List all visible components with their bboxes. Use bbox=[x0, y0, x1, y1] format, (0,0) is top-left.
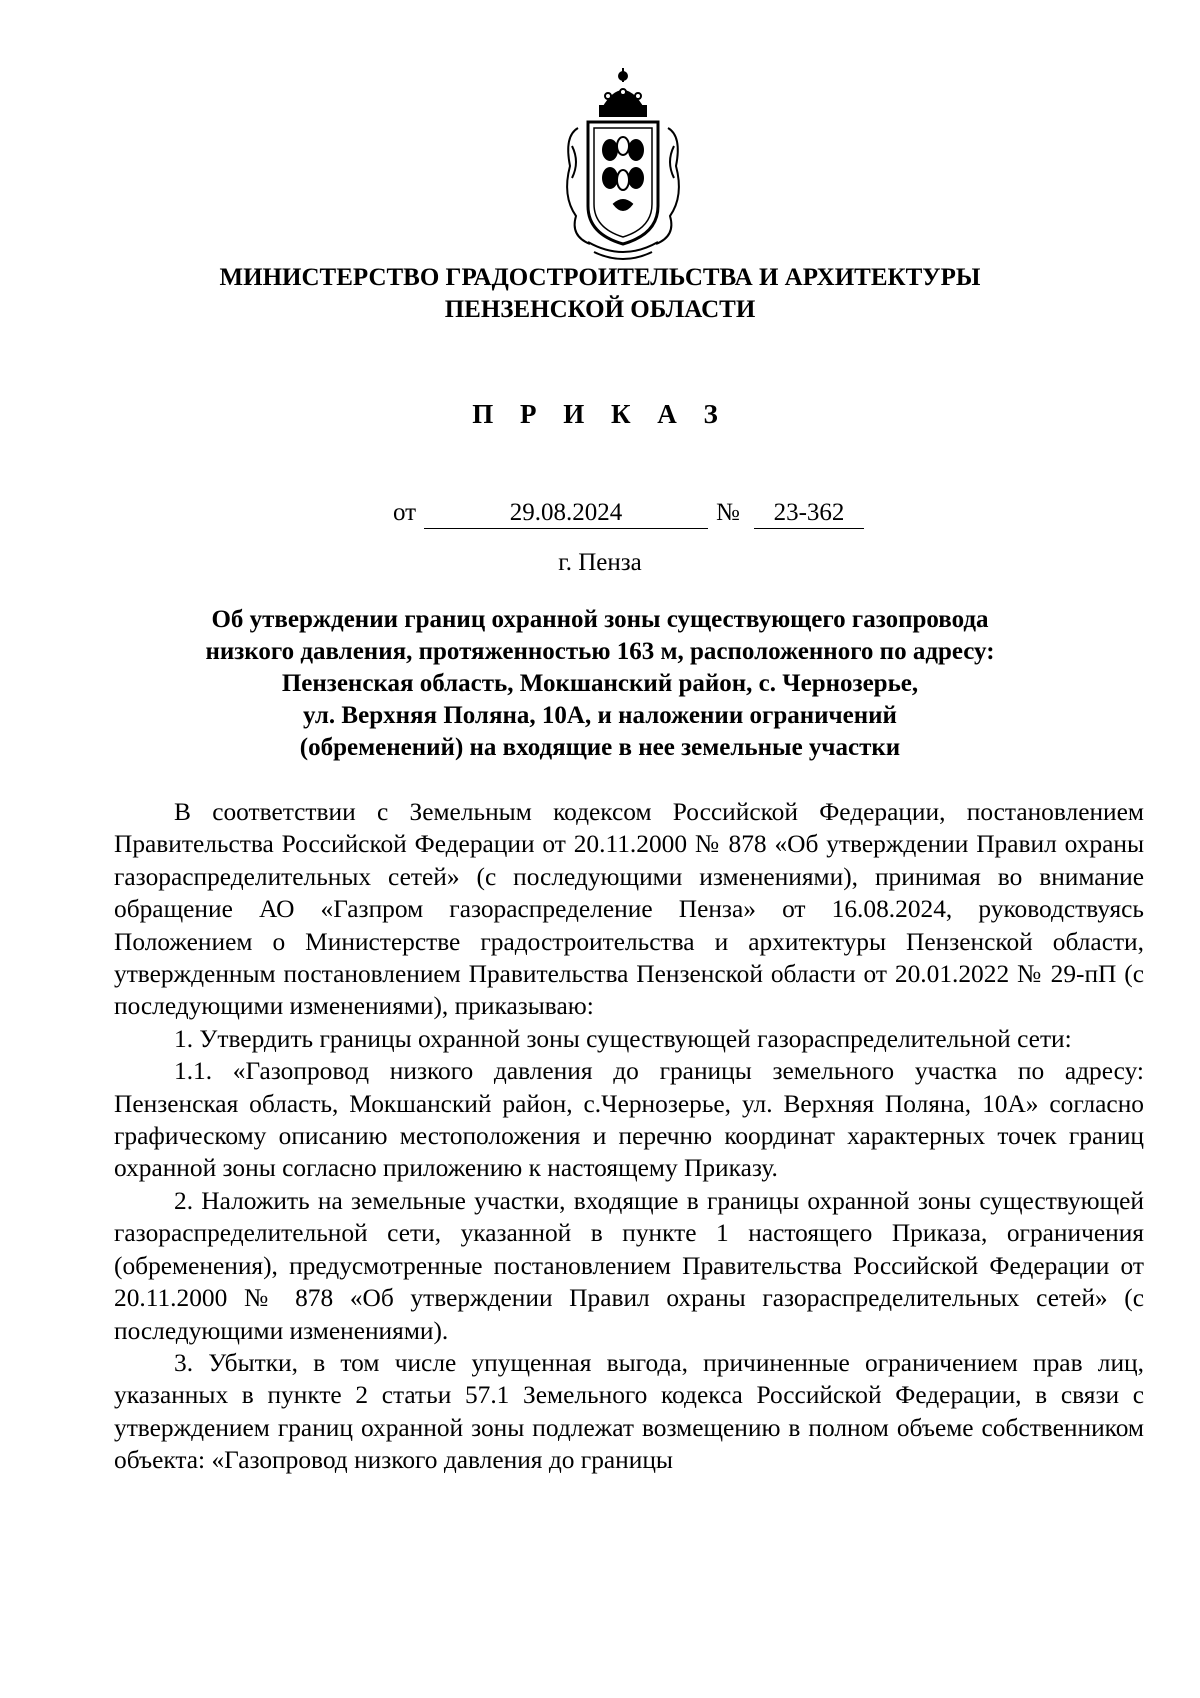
body-paragraph: 1.1. «Газопровод низкого давления до границы земельного участка по адресу: Пензенская область, Мокшанский район, с.Чернозерье, ул. Верхняя Поляна, 10А» согласно графическому описанию местоположения и перечню координат характерных точек границ охранной зоны согласно приложению к настоящему Приказу. bbox=[114, 1057, 1144, 1183]
ministry-name bbox=[0, 262, 1200, 326]
body-paragraph: В соответствии с Земельным кодексом Российской Федерации, постановлением Правительства Российской Федерации от 20.11.2000 № 878 «Об утверждении Правил охраны газораспределительных сетей» (с последующими изменениями), принимая во внимание обращение АО «Газпром газораспределение Пенза» от 16.08.2024, руководствуясь Положением о Министерстве градостроительства и архитектуры Пензенской области, утвержденным постановлением Правительства Пензенской области от 20.01.2022 № 29-пП (с последующими изменениями), приказываю: bbox=[114, 798, 1144, 1021]
coat-of-arms-icon bbox=[558, 66, 688, 266]
document-type-title: П Р И К А З bbox=[472, 399, 728, 429]
date-prefix: от bbox=[393, 499, 417, 526]
ministry-name-line: ПЕНЗЕНСКОЙ ОБЛАСТИ bbox=[444, 296, 756, 323]
subject-line: Об утверждении границ охранной зоны существующего газопровода bbox=[211, 606, 989, 633]
number-prefix: № bbox=[716, 499, 740, 526]
body-paragraph: 1. Утвердить границы охранной зоны существующей газораспределительной сети: bbox=[174, 1024, 1072, 1053]
subject-line: низкого давления, протяженностью 163 м, расположенного по адресу: bbox=[205, 638, 995, 665]
order-date-number-row bbox=[0, 498, 1200, 532]
order-city: г. Пенза bbox=[558, 549, 642, 576]
subject-line: (обременений) на входящие в нее земельные участки bbox=[299, 734, 901, 761]
order-date: 29.08.2024 bbox=[424, 498, 708, 529]
body-paragraph: 3. Убытки, в том числе упущенная выгода, причиненные ограничением прав лиц, указанных в пункте 2 статьи 57.1 Земельного кодекса Российской Федерации, в связи с утверждением границ охранной зоны подлежат возмещению в полном объеме собственником объекта: «Газопровод низкого давления до границы bbox=[114, 1348, 1144, 1475]
order-subject bbox=[150, 604, 1050, 764]
body-paragraph: 2. Наложить на земельные участки, входящие в границы охранной зоны существующей газораспределительной сети, указанной в пункте 1 настоящего Приказа, ограничения (обременения), предусмотренные постановлением Правительства Российской Федерации от 20.11.2000 № 878 «Об утверждении Правил охраны газораспределительных сетей» (с последующими изменениями). bbox=[114, 1186, 1144, 1345]
subject-line: ул. Верхняя Поляна, 10А, и наложении ограничений bbox=[303, 702, 897, 729]
order-body bbox=[114, 796, 1144, 1477]
order-number: 23-362 bbox=[754, 498, 864, 529]
subject-line: Пензенская область, Мокшанский район, с. Чернозерье, bbox=[281, 670, 919, 697]
ministry-name-line: МИНИСТЕРСТВО ГРАДОСТРОИТЕЛЬСТВА И АРХИТЕКТУРЫ bbox=[219, 264, 981, 291]
